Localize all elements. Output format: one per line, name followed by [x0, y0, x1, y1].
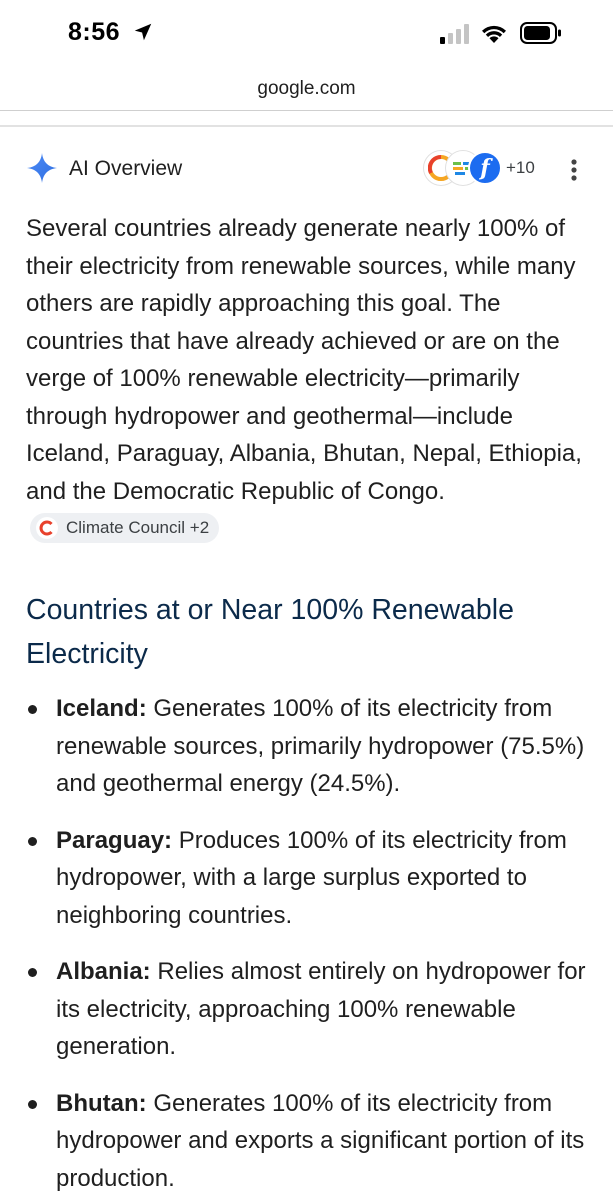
- gemini-spark-icon: [26, 152, 58, 184]
- battery-icon: [520, 21, 562, 45]
- citation-chip-label: Climate Council +2: [66, 517, 210, 537]
- country-name: Paraguay:: [56, 826, 173, 854]
- list-item: [26, 690, 596, 803]
- country-description: Generates 100% of its electricity from hydropower and exports a significant portion of its production.: [56, 1089, 585, 1192]
- address-bar[interactable]: [0, 68, 613, 110]
- more-options-icon[interactable]: [564, 156, 584, 184]
- list-item: [26, 822, 596, 935]
- divider: [0, 125, 613, 127]
- wifi-icon: [480, 22, 508, 44]
- list-item: [26, 953, 596, 1066]
- source-count[interactable]: +10: [506, 158, 535, 177]
- list-item: [26, 1085, 596, 1198]
- country-name: Albania:: [56, 958, 151, 985]
- ai-overview-header: [26, 148, 591, 190]
- country-name: Bhutan:: [56, 1089, 147, 1117]
- url-text: google.com: [257, 78, 356, 99]
- status-time: 8:56: [68, 18, 121, 46]
- country-list: [26, 690, 596, 1200]
- climate-council-icon: [36, 517, 58, 539]
- source-icons[interactable]: [424, 151, 504, 187]
- section-heading: Countries at or Near 100% Renewable Electricity: [26, 594, 514, 670]
- divider: [0, 110, 613, 111]
- country-description: Generates 100% of its electricity from renewable sources, primarily hydropower (75.5%) and geothermal energy (24.5%).: [56, 695, 585, 797]
- country-description: Produces 100% of its electricity from hydropower, with a large surplus exported to neighboring countries.: [56, 826, 567, 929]
- country-description: Relies almost entirely on hydropower for its electricity, approaching 100% renewable generation.: [56, 958, 586, 1060]
- summary-text: Several countries already generate nearly 100% of their electricity from renewable sources, while many others are rapidly approaching this goal. The countries that have already achieved or are on the verge of 100% renewable electricity—primarily through hydropower and geothermal—include Iceland, Paraguay, Albania, Bhutan, Nepal, Ethiopia, and the Democratic Republic of Congo.: [26, 215, 582, 505]
- ai-overview-title: AI Overview: [69, 157, 183, 180]
- cellular-signal-icon: [440, 24, 470, 44]
- location-arrow-icon: [132, 21, 154, 43]
- facebook-icon: f: [468, 151, 502, 185]
- citation-chip[interactable]: [30, 513, 219, 543]
- country-name: Iceland:: [56, 695, 147, 722]
- status-bar: [0, 0, 613, 68]
- ai-summary-paragraph: [26, 210, 591, 548]
